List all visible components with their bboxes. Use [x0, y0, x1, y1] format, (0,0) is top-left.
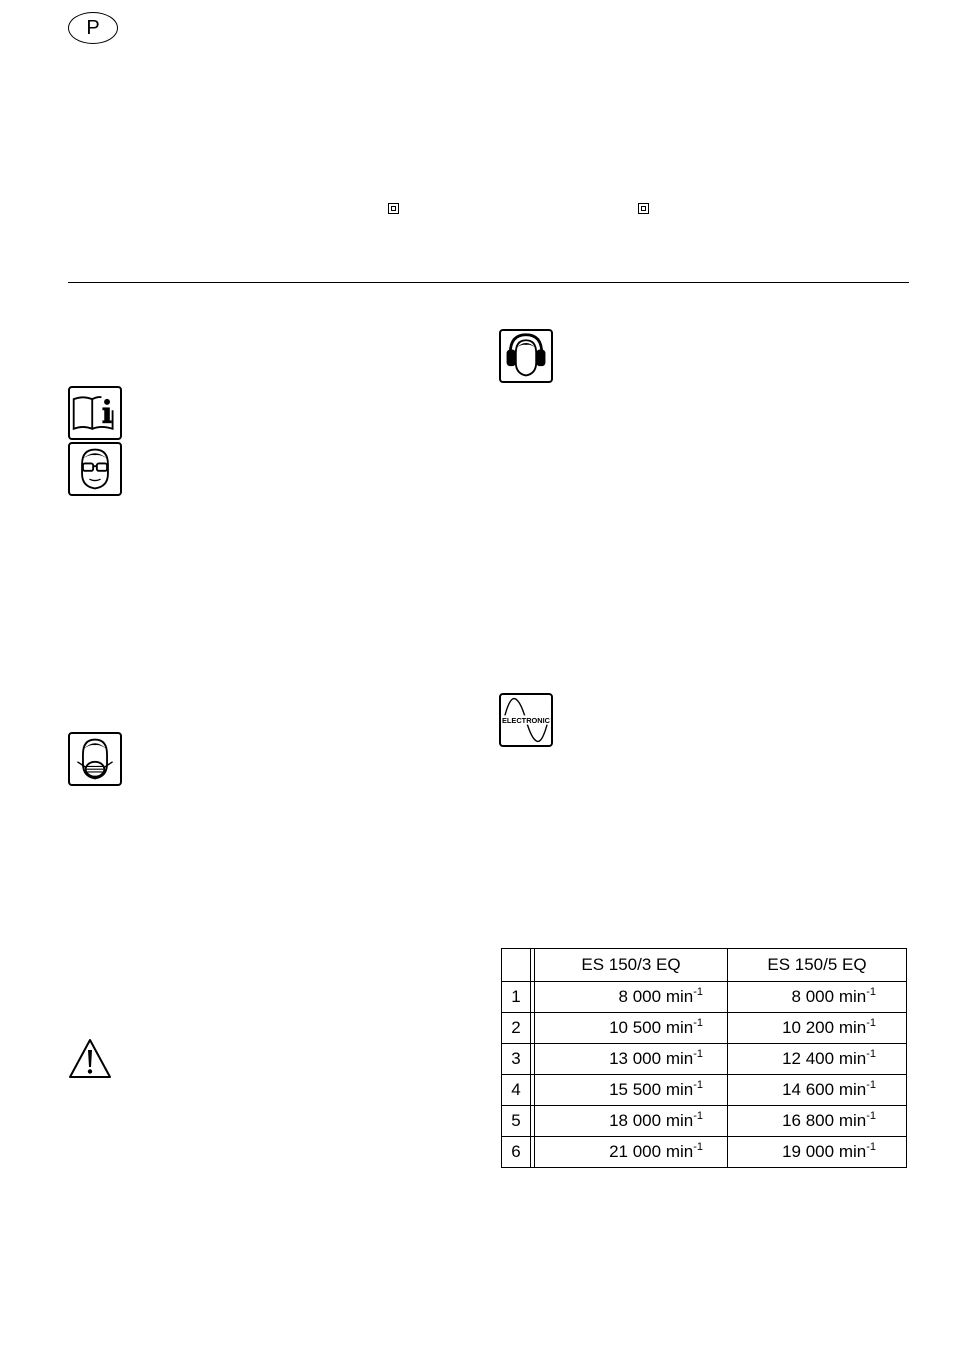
stage-cell-value: 2: [511, 1018, 521, 1037]
table-row: [502, 1075, 907, 1106]
speed-cell-model-1-value: 13 000: [609, 1049, 662, 1068]
speed-cell-model-1: [535, 1013, 728, 1044]
unit-exponent: -1: [866, 986, 876, 998]
electronic-icon: [499, 693, 553, 747]
double-square-icon: [638, 203, 649, 214]
unit-exponent: -1: [693, 986, 703, 998]
unit-label: min: [838, 987, 867, 1006]
stage-cell: [502, 1044, 531, 1075]
warning-triangle-icon: [67, 1037, 113, 1081]
unit-label: min: [838, 1142, 867, 1161]
speed-cell-model-1-value: 8 000: [618, 987, 662, 1006]
unit-exponent: -1: [866, 1048, 876, 1060]
table-row: [502, 1013, 907, 1044]
speed-cell-model-2: [728, 1075, 907, 1106]
unit-exponent: -1: [866, 1017, 876, 1029]
electronic-icon-label: ELECTRONIC: [501, 716, 551, 726]
stage-cell: [502, 1013, 531, 1044]
language-code: P: [86, 16, 100, 39]
stage-cell-value: 1: [511, 987, 521, 1006]
speed-cell-model-1-value: 21 000: [609, 1142, 662, 1161]
unit-label: min: [838, 1018, 867, 1037]
speed-table: [501, 948, 907, 1168]
speed-cell-model-1-value: 10 500: [609, 1018, 662, 1037]
unit-exponent: -1: [866, 1079, 876, 1091]
stage-cell: [502, 982, 531, 1013]
unit-exponent: -1: [866, 1110, 876, 1122]
speed-cell-model-2-value: 19 000: [782, 1142, 835, 1161]
table-header-stage: [502, 949, 531, 982]
unit-label: min: [665, 1142, 694, 1161]
stage-cell: [502, 1106, 531, 1137]
dust-mask-icon: [68, 732, 122, 786]
speed-cell-model-1-value: 15 500: [609, 1080, 662, 1099]
speed-cell-model-2-value: 16 800: [782, 1111, 835, 1130]
unit-label: min: [665, 1018, 694, 1037]
speed-cell-model-1-value: 18 000: [609, 1111, 662, 1130]
speed-cell-model-2: [728, 1137, 907, 1168]
unit-label: min: [665, 1111, 694, 1130]
unit-exponent: -1: [693, 1110, 703, 1122]
unit-label: min: [838, 1049, 867, 1068]
safety-goggles-icon: [68, 442, 122, 496]
read-manual-icon: [68, 386, 122, 440]
speed-cell-model-2: [728, 1044, 907, 1075]
table-row: [502, 1137, 907, 1168]
speed-cell-model-1: [535, 1044, 728, 1075]
stage-cell-value: 3: [511, 1049, 521, 1068]
table-header-row: [502, 949, 907, 982]
speed-cell-model-1: [535, 1137, 728, 1168]
speed-cell-model-2: [728, 1013, 907, 1044]
speed-cell-model-1: [535, 1075, 728, 1106]
unit-exponent: -1: [693, 1141, 703, 1153]
speed-cell-model-1: [535, 982, 728, 1013]
speed-cell-model-1: [535, 1106, 728, 1137]
unit-label: min: [665, 1080, 694, 1099]
stage-cell-value: 5: [511, 1111, 521, 1130]
stage-cell: [502, 1137, 531, 1168]
unit-exponent: -1: [866, 1141, 876, 1153]
unit-exponent: -1: [693, 1048, 703, 1060]
speed-cell-model-2-value: 8 000: [791, 987, 835, 1006]
unit-label: min: [665, 987, 694, 1006]
stage-cell: [502, 1075, 531, 1106]
speed-cell-model-2: [728, 1106, 907, 1137]
unit-exponent: -1: [693, 1017, 703, 1029]
speed-cell-model-2-value: 10 200: [782, 1018, 835, 1037]
table-row: [502, 982, 907, 1013]
table-row: [502, 1044, 907, 1075]
unit-label: min: [838, 1111, 867, 1130]
double-square-icon: [388, 203, 399, 214]
stage-cell-value: 4: [511, 1080, 521, 1099]
table-row: [502, 1106, 907, 1137]
speed-cell-model-2-value: 12 400: [782, 1049, 835, 1068]
language-badge: [68, 12, 118, 44]
unit-label: min: [838, 1080, 867, 1099]
unit-label: min: [665, 1049, 694, 1068]
unit-exponent: -1: [693, 1079, 703, 1091]
ear-protection-icon: [499, 329, 553, 383]
speed-cell-model-2: [728, 982, 907, 1013]
section-divider: [68, 282, 909, 283]
speed-cell-model-2-value: 14 600: [782, 1080, 835, 1099]
stage-cell-value: 6: [511, 1142, 521, 1161]
table-header-model-1: ES 150/3 EQ: [535, 949, 728, 982]
table-header-model-2: ES 150/5 EQ: [728, 949, 907, 982]
